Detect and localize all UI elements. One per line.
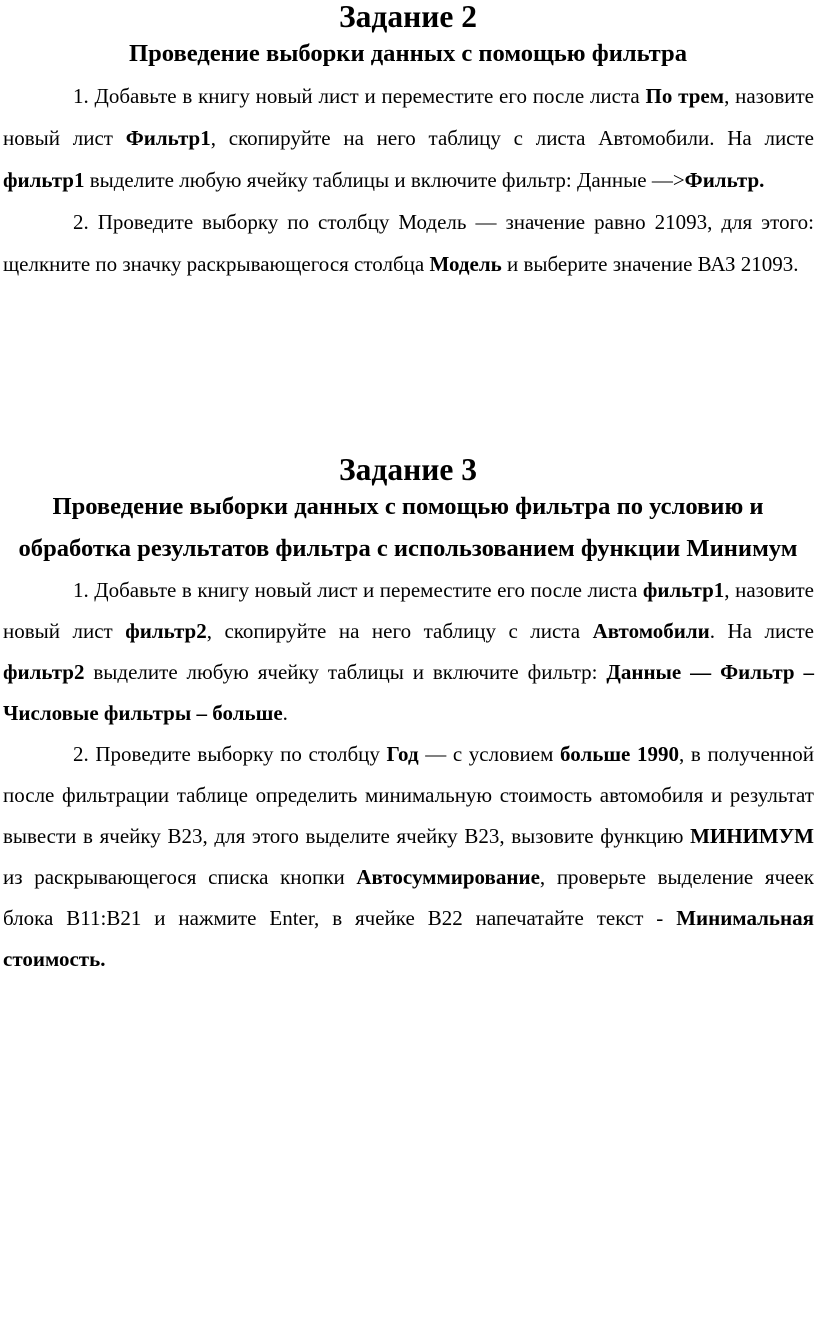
task-3-title: Задание 3 [339, 452, 477, 487]
bold-text: Минимальная стоимость. [3, 906, 814, 971]
text: 1. Добавьте в книгу новый лист и переместите его после листа [73, 578, 643, 602]
task-2-step-1 [0, 75, 816, 201]
bold-text: Автосуммирование [356, 865, 540, 889]
bold-text: Фильтр1 [125, 126, 211, 150]
bold-text: Модель [429, 252, 502, 276]
text: , проверьте выделение ячеек блока В11:В21 и нажмите Enter, в ячейке В22 напечатайте текст - [3, 865, 814, 930]
bold-text: фильтр2 [3, 660, 85, 684]
text: , назовите новый лист [3, 84, 814, 150]
text: выделите любую ячейку таблицы и включите фильтр: Данные —> [84, 168, 685, 192]
bold-text: МИНИМУМ [690, 824, 814, 848]
text: 2. Проведите выборку по столбцу Модель — значение равно 21093, для этого: щелкните по значку раскрывающегося столбца [3, 210, 814, 276]
text: 1. Добавьте в книгу новый лист и переместите его после листа [73, 84, 646, 108]
text: — с условием [418, 742, 560, 766]
task-2-section [0, 0, 816, 285]
task-3-step-2 [0, 734, 816, 980]
text: , назовите новый лист [3, 578, 814, 643]
task-2-step-2 [0, 201, 816, 285]
bold-text: Год [386, 742, 419, 766]
task-2-title: Задание 2 [339, 0, 477, 34]
text: , в полученной после фильтрации таблице определить минимальную стоимость автомобиля и результат вывести в ячейку В23, для этого выделите ячейку В23, вызовите функцию [3, 742, 814, 848]
bold-text: фильтр1 [642, 578, 725, 602]
text: и выберите значение ВАЗ 21093. [501, 252, 799, 276]
task-2-heading: Проведение выборки данных с помощью фильтра [129, 40, 687, 67]
text: . [282, 701, 288, 725]
text: 2. Проведите выборку по столбцу [73, 742, 387, 766]
text: , скопируйте на него таблицу с листа [206, 619, 593, 643]
text: из раскрывающегося списка кнопки [3, 865, 357, 889]
bold-text: По трем [645, 84, 725, 108]
task-3-step-1 [0, 570, 816, 734]
text: , скопируйте на него таблицу с листа Автомобили. На листе [210, 126, 815, 150]
bold-text: Данные — Фильтр – Числовые фильтры – больше [3, 660, 814, 725]
bold-text: Автомобили [592, 619, 710, 643]
text: выделите любую ячейку таблицы и включите фильтр: [84, 660, 607, 684]
bold-text: больше 1990 [560, 742, 680, 766]
text: . На листе [709, 619, 815, 643]
task-3-heading: Проведение выборки данных с помощью фильтра по условию и обработка результатов фильтра с использованием функции Минимум [18, 493, 798, 562]
bold-text: фильтр1 [3, 168, 85, 192]
bold-text: Фильтр. [684, 168, 765, 192]
bold-text: фильтр2 [125, 619, 207, 643]
task-3-section [0, 453, 816, 980]
